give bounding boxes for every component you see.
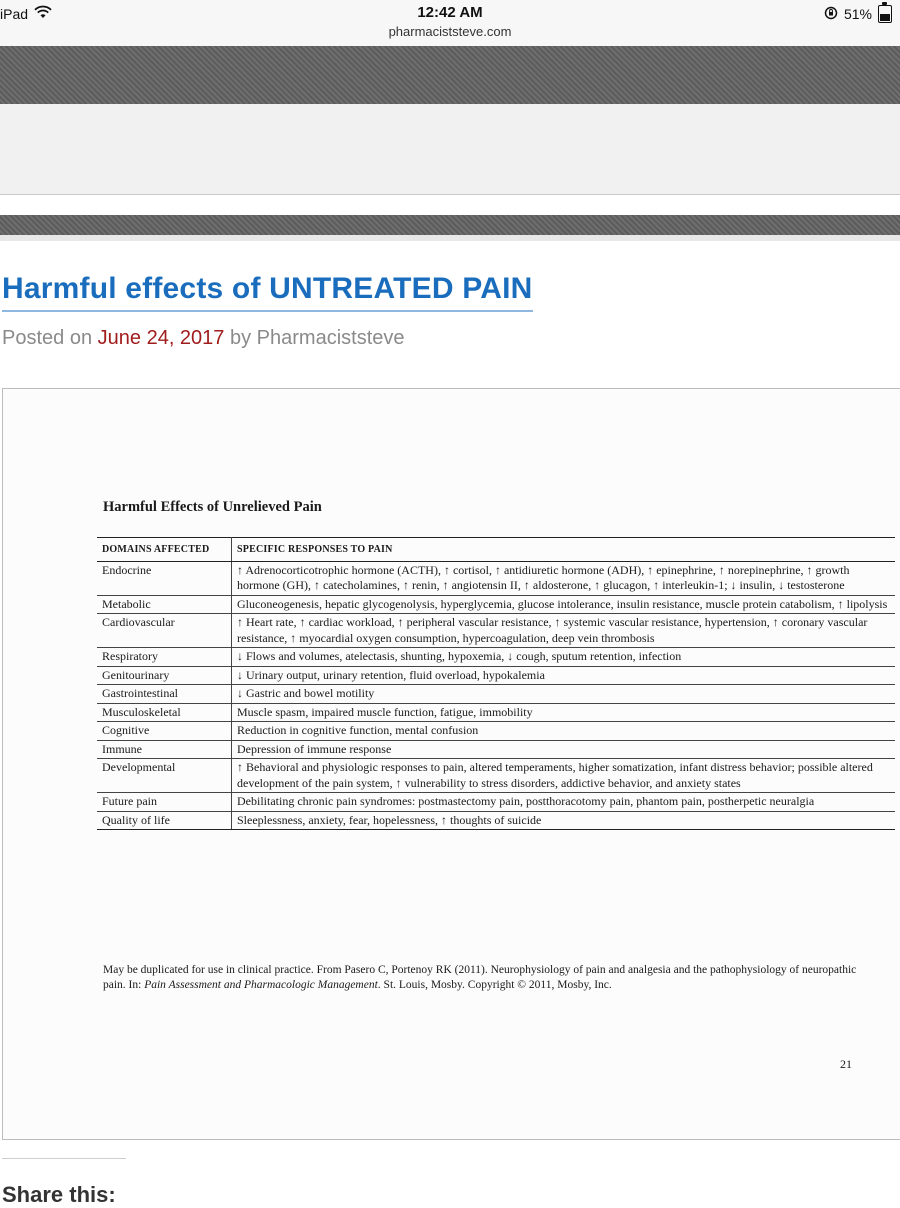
response-cell: ↓ Gastric and bowel motility	[232, 685, 896, 704]
domain-cell: Developmental	[97, 759, 232, 793]
document-title: Harmful Effects of Unrelieved Pain	[103, 499, 322, 515]
table-row	[97, 614, 895, 648]
footnote-copyright: . St. Louis, Mosby. Copyright © 2011, Mosby, Inc.	[377, 979, 612, 991]
response-cell: Sleeplessness, anxiety, fear, hopelessness, ↑ thoughts of suicide	[232, 811, 896, 830]
page-number: 21	[840, 1057, 852, 1071]
clock: 12:42 AM	[417, 4, 483, 21]
table-row	[97, 740, 895, 759]
domain-cell: Respiratory	[97, 648, 232, 667]
domain-cell: Cognitive	[97, 722, 232, 741]
domain-cell: Cardiovascular	[97, 614, 232, 648]
table-row	[97, 793, 895, 812]
domain-cell: Immune	[97, 740, 232, 759]
column-header-domains: DOMAINS AFFECTED	[97, 538, 232, 562]
response-cell: Reduction in cognitive function, mental confusion	[232, 722, 896, 741]
response-cell: ↑ Adrenocorticotrophic hormone (ACTH), ↑ cortisol, ↑ antidiuretic hormone (ADH), ↑ epinephrine, ↑ norepinephrine, ↑ growth hormone (GH), ↑ catecholamines, ↑ renin, ↑ angiotensin II, ↑ aldosterone, ↑ glucagon, ↑ interleukin-1; ↓ insulin, ↓ testosterone	[232, 561, 896, 595]
table-row	[97, 685, 895, 704]
table-row	[97, 759, 895, 793]
table-row	[97, 561, 895, 595]
response-cell: Muscle spasm, impaired muscle function, fatigue, immobility	[232, 703, 896, 722]
site-header-banner	[0, 46, 900, 104]
footnote-book-title: Pain Assessment and Pharmacologic Management	[144, 979, 378, 991]
response-cell: ↑ Behavioral and physiologic responses to pain, altered temperaments, higher somatization, infant distress behavior; possible altered development of the pain system, ↑ vulnerability to stress disorders, addictive behavior, and anxiety states	[232, 759, 896, 793]
author-link[interactable]: Pharmaciststeve	[256, 327, 405, 349]
nav-bar[interactable]	[0, 215, 900, 235]
nav-shadow	[0, 235, 900, 241]
share-heading: Share this:	[2, 1182, 116, 1207]
effects-table-body	[97, 561, 895, 830]
table-row	[97, 666, 895, 685]
footnote-text: May be duplicated for use in clinical practice. From Pasero C, Portenoy RK (2011). Neurophysiology of pain and analgesia and the pathophysiology of neuropathic pain. In:	[103, 964, 857, 991]
response-cell: ↓ Flows and volumes, atelectasis, shunting, hypoxemia, ↓ cough, sputum retention, infection	[232, 648, 896, 667]
address-bar[interactable]: pharmaciststeve.com	[388, 24, 512, 39]
domain-cell: Endocrine	[97, 561, 232, 595]
response-cell: ↓ Urinary output, urinary retention, fluid overload, hypokalemia	[232, 666, 896, 685]
domain-cell: Gastrointestinal	[97, 685, 232, 704]
post-date-link[interactable]: June 24, 2017	[97, 327, 225, 349]
domain-cell: Genitourinary	[97, 666, 232, 685]
domain-cell: Future pain	[97, 793, 232, 812]
status-right	[824, 5, 892, 23]
table-row	[97, 722, 895, 741]
post-meta	[2, 327, 405, 350]
battery-icon	[878, 5, 892, 23]
share-divider	[2, 1158, 126, 1159]
column-header-responses: SPECIFIC RESPONSES TO PAIN	[232, 538, 896, 562]
response-cell: Depression of immune response	[232, 740, 896, 759]
response-cell: Gluconeogenesis, hepatic glycogenolysis, hyperglycemia, glucose intolerance, insulin resistance, muscle protein catabolism, ↑ lipolysis	[232, 595, 896, 614]
rotation-lock-icon	[824, 6, 838, 23]
table-row	[97, 595, 895, 614]
domain-cell: Metabolic	[97, 595, 232, 614]
battery-level	[880, 14, 890, 21]
document-footnote	[103, 963, 863, 993]
table-row	[97, 703, 895, 722]
status-bar	[0, 0, 900, 47]
posted-on-label: Posted on	[2, 327, 93, 349]
battery-percent: 51%	[843, 6, 872, 22]
response-cell: Debilitating chronic pain syndromes: postmastectomy pain, postthoracotomy pain, phantom pain, postherpetic neuralgia	[232, 793, 896, 812]
device-label: iPad	[0, 5, 29, 22]
table-row	[97, 811, 895, 830]
effects-table	[97, 537, 895, 830]
document-image	[2, 388, 900, 1140]
post-title[interactable]: Harmful effects of UNTREATED PAIN	[2, 272, 533, 312]
site-header	[0, 104, 900, 195]
response-cell: ↑ Heart rate, ↑ cardiac workload, ↑ peripheral vascular resistance, ↑ systemic vascular resistance, hypertension, ↑ coronary vascular resistance, ↑ myocardial oxygen consumption, hypercoagulation, deep vein thrombosis	[232, 614, 896, 648]
table-row	[97, 648, 895, 667]
table-header-row	[97, 538, 895, 562]
domain-cell: Musculoskeletal	[97, 703, 232, 722]
domain-cell: Quality of life	[97, 811, 232, 830]
by-label: by	[229, 327, 252, 349]
